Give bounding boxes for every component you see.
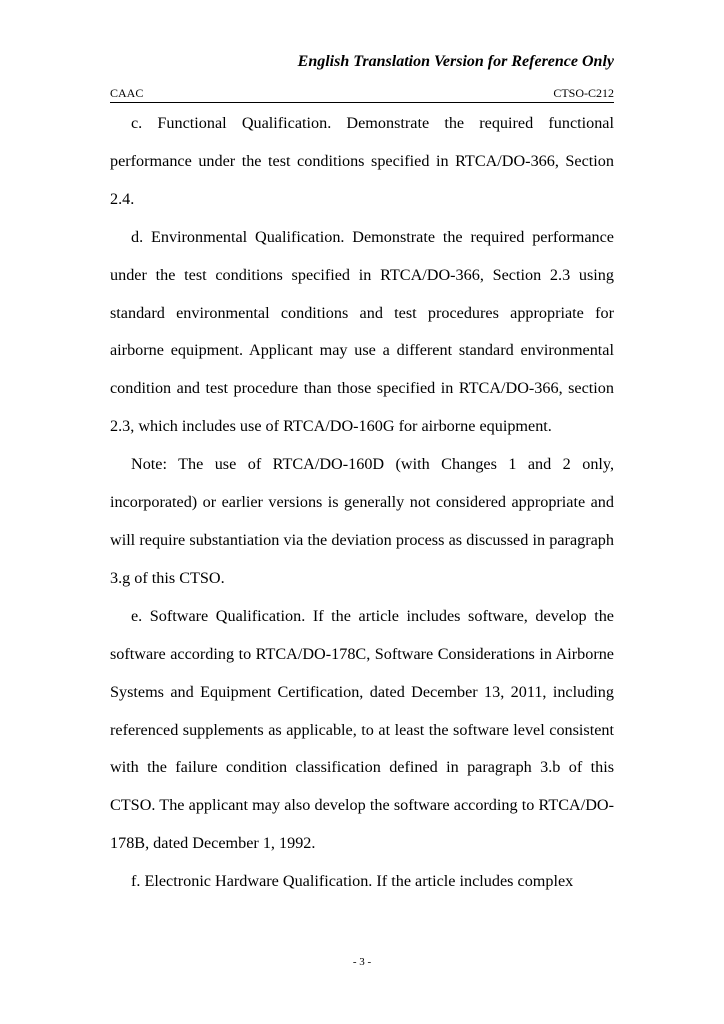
paragraph-functional-qualification: c. Functional Qualification. Demonstrate the required functional performance under the test conditions specified in RTCA/DO-366, Section 2.4. — [110, 114, 614, 208]
translation-banner: English Translation Version for Reference Only — [297, 53, 614, 70]
paragraph-hardware-qualification: f. Electronic Hardware Qualification. If the article includes complex — [131, 872, 574, 891]
header-organization: CAAC — [110, 86, 144, 100]
document-body — [110, 105, 614, 901]
paragraph-environmental-qualification: d. Environmental Qualification. Demonstrate the required performance under the test conditions specified in RTCA/DO-366, Section 2.3 using standard environmental conditions and test procedures appropriate for airborne equipment. Applicant may use a different standard environmental condition and test procedure than those specified in RTCA/DO-366, section 2.3, which includes use of RTCA/DO-160G for airborne equipment. — [110, 227, 614, 436]
paragraph-software-qualification: e. Software Qualification. If the article includes software, develop the software according to RTCA/DO-178C, Software Considerations in Airborne Systems and Equipment Certification, dated December 13, 2011, including referenced supplements as applicable, to at least the software level consistent with the failure condition classification defined in paragraph 3.b of this CTSO. The applicant may also develop the software according to RTCA/DO-178B, dated December 1, 1992. — [110, 606, 614, 853]
header-document-id: CTSO-C212 — [553, 86, 614, 100]
running-header — [110, 86, 614, 103]
page-number: - 3 - — [352, 956, 372, 968]
paragraph-note: Note: The use of RTCA/DO-160D (with Changes 1 and 2 only, incorporated) or earlier versions is generally not considered appropriate and will require substantiation via the deviation process as discussed in paragraph 3.g of this CTSO. — [110, 455, 614, 587]
